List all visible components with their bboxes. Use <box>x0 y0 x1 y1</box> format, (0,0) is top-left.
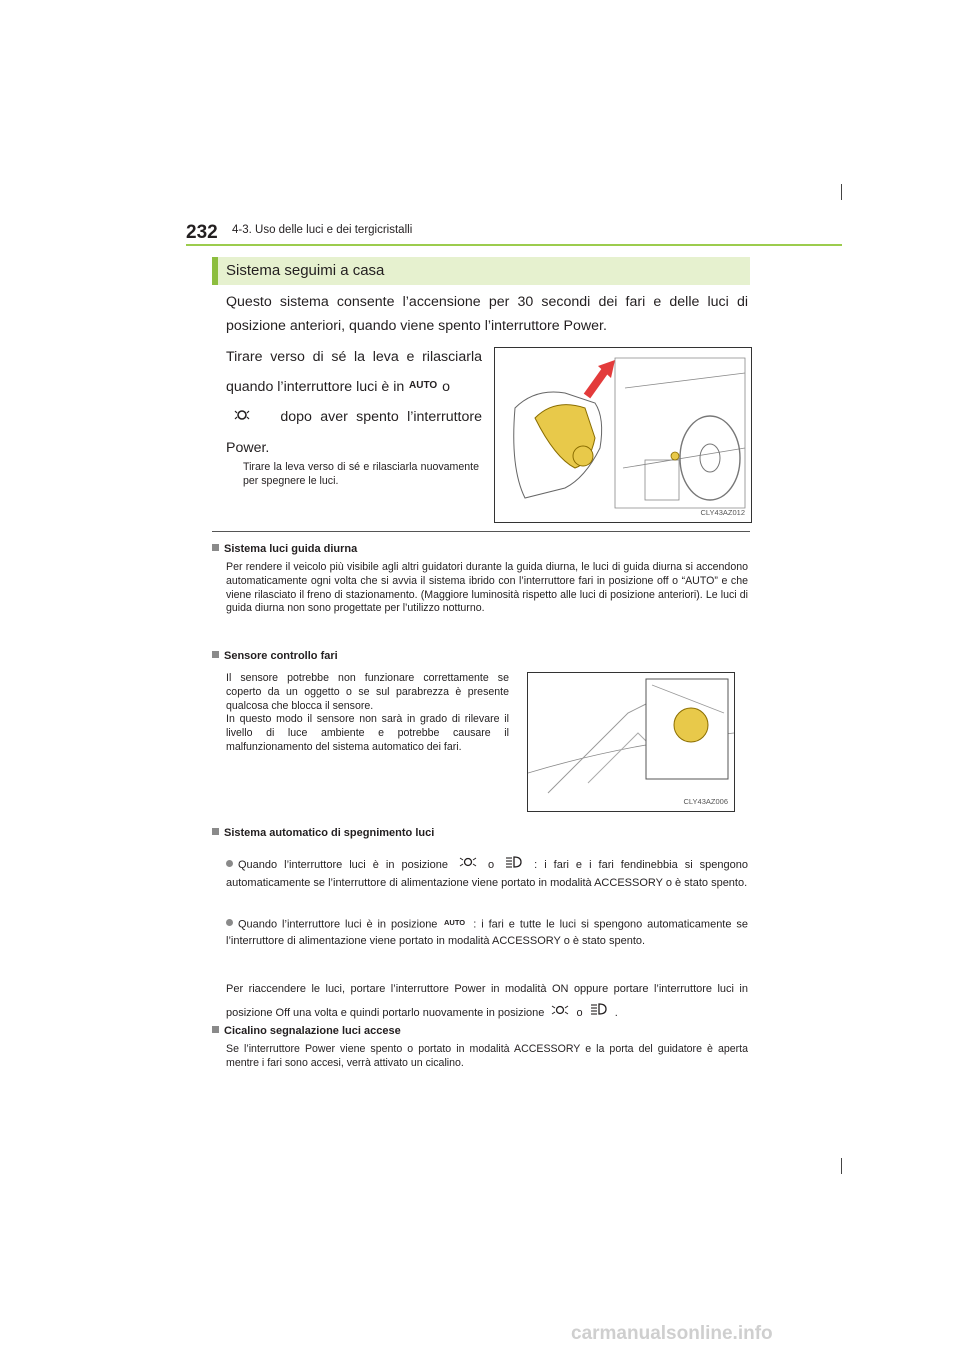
auto-switch-icon <box>444 916 466 933</box>
auto-icon-text: AUTO <box>409 380 438 392</box>
bullet1-or: o <box>487 858 495 871</box>
drl-heading <box>212 543 357 555</box>
instruction-or: o <box>442 379 451 395</box>
sensor-heading <box>212 650 338 662</box>
watermark: carmanualsonline.info <box>571 1323 773 1344</box>
header-rule <box>186 244 842 246</box>
autooff-bullet-1 <box>226 855 748 892</box>
sensor-text-1: Il sensore potrebbe non funzionare correttamente se coperto da un oggetto o se sul parabrezza è presente qualcosa che blocca il sensore. <box>226 672 509 712</box>
bullet2-post: : i fari e tutte le luci si spengono automaticamente se l’interruttore di alimentazione viene portato in modalità ACCESSORY o è stato spento. <box>226 918 749 948</box>
instruction-part1: Tirare verso di sé la leva e rilasciarla quando l’interruttore luci è in <box>226 349 482 395</box>
reactivate-end: . <box>614 1007 618 1019</box>
instruction-part2: dopo aver spento l’interruttore Power. <box>226 409 482 456</box>
sensor-text-2: In questo modo il sensore non sarà in grado di rilevare il livello di luce ambiente e potrebbe causare il malfunzionamento del sistema automatico dei fari. <box>226 713 509 753</box>
bullet1-post: : i fari e i fari fendinebbia si spengono automaticamente se l’interruttore di alimentazione viene portato in modalità ACCESSORY o è stato spento. <box>226 858 748 889</box>
autooff-heading-text: Sistema automatico di spegnimento luci <box>224 827 435 839</box>
round-bullet-icon <box>226 860 233 867</box>
section-title: 4-3. Uso delle luci e dei tergicristalli <box>232 224 413 236</box>
sensor-text <box>226 672 509 755</box>
sensor-heading-text: Sensore controllo fari <box>224 650 338 662</box>
autooff-reactivate <box>226 977 748 1025</box>
bullet2-pre: Quando l’interruttore luci è in posizione <box>238 918 438 931</box>
crop-mark <box>841 1158 842 1174</box>
parking-lights-icon <box>551 1001 569 1025</box>
auto-icon-text: AUTO <box>444 918 466 927</box>
parking-lights-icon <box>459 856 477 874</box>
buzzer-text: Se l’interruttore Power viene spento o portato in modalità ACCESSORY e la porta del guidatore è aperta mentre i fari sono accesi, verrà attivato un cicalino. <box>226 1043 748 1069</box>
drl-heading-text: Sistema luci guida diurna <box>224 543 358 555</box>
auto-switch-icon <box>408 372 438 402</box>
figure-code: CLY43AZ006 <box>683 797 728 806</box>
section-divider <box>212 531 750 532</box>
drl-text: Per rendere il veicolo più visibile agli altri guidatori durante la guida diurna, le luci di guida diurna si accendono automaticamente ogni volta che si avvia il sistema ibrido con l’interruttore fari in posizione off o “AUTO” e che viene rilasciato il freno di stazionamento. (Maggiore luminosità rispetto alle luci di posizione anteriori). Le luci di guida diurna non sono progettate per l’utilizzo notturno. <box>226 561 748 615</box>
buzzer-heading <box>212 1025 401 1037</box>
buzzer-heading-text: Cicalino segnalazione luci accese <box>224 1025 401 1037</box>
square-bullet-icon <box>212 828 219 835</box>
headlight-icon <box>590 1001 608 1025</box>
instruction-paragraph <box>226 342 482 463</box>
square-bullet-icon <box>212 544 219 551</box>
instruction-note: Tirare la leva verso di sé e rilasciarla nuovamente per spegnere le luci. <box>243 461 479 487</box>
square-bullet-icon <box>212 651 219 658</box>
lever-illustration <box>494 347 752 523</box>
bullet1-pre: Quando l’interruttore luci è in posizione <box>238 858 448 871</box>
figure-code: CLY43AZ012 <box>700 508 745 517</box>
banner-title: Sistema seguimi a casa <box>226 262 385 279</box>
parking-lights-icon <box>234 403 250 433</box>
autooff-bullet-2 <box>226 916 748 950</box>
sensor-illustration <box>527 672 735 812</box>
headlight-icon <box>505 855 523 875</box>
banner-accent <box>212 257 218 285</box>
round-bullet-icon <box>226 919 233 926</box>
page-number: 232 <box>186 222 218 243</box>
reactivate-or: o <box>576 1007 583 1019</box>
crop-mark <box>841 184 842 200</box>
reactivate-pre: Per riaccendere le luci, portare l’interruttore Power in modalità ON oppure portare l’interruttore luci in posizione Off una volta e quindi portarlo nuovamente in posizione <box>226 983 748 1019</box>
intro-paragraph: Questo sistema consente l’accensione per 30 secondi dei fari e delle luci di posizione anteriori, quando viene spento l’interruttore Power. <box>226 294 748 334</box>
square-bullet-icon <box>212 1026 219 1033</box>
autooff-heading <box>212 827 434 839</box>
